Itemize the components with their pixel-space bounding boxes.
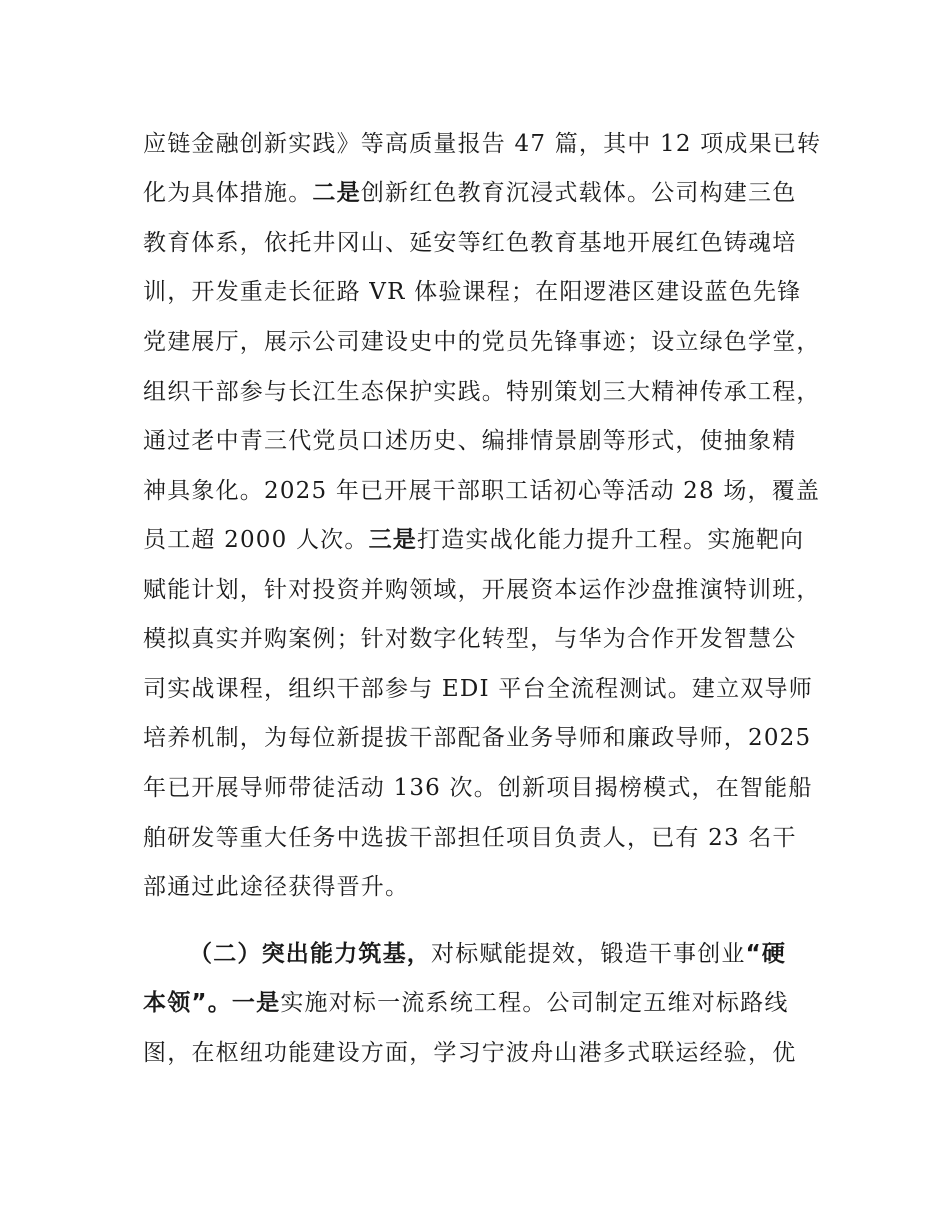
text-line: 舶研发等重大任务中选拔干部担任项目负责人，已有 23 名干 [143, 825, 797, 851]
text-line: 化为具体措施。二是创新红色教育沉浸式载体。公司构建三色 [143, 180, 797, 206]
section-heading: （二）突出能力筑基， [189, 941, 431, 967]
text-line: 训，开发重走长征路 VR 体验课程；在阳逻港区建设蓝色先锋 [143, 279, 802, 305]
text-line: 教育体系，依托井冈山、延安等红色教育基地开展红色铸魂培 [143, 230, 797, 256]
text-line: 司实战课程，组织干部参与 EDI 平台全流程测试。建立双导师 [143, 676, 813, 702]
emphasis-label: 二是 [312, 180, 361, 206]
text-line: 赋能计划，针对投资并购领域，开展资本运作沙盘推演特训班， [143, 577, 821, 603]
section-heading-line: （二）突出能力筑基，对标赋能提效，锻造干事创业“硬 [189, 941, 787, 967]
text-line: 员工超 2000 人次。三是打造实战化能力提升工程。实施靶向 [143, 527, 805, 553]
text-line: 党建展厅，展示公司建设史中的党员先锋事迹；设立绿色学堂， [143, 329, 821, 355]
text-line: 通过老中青三代党员口述历史、编排情景剧等形式，使抽象精 [143, 428, 797, 454]
text-line: 部通过此途径获得晋升。 [143, 874, 410, 900]
text-line: 模拟真实并购案例；针对数字化转型，与华为合作开发智慧公 [143, 626, 797, 652]
emphasis-label: 本领”。一是 [143, 990, 281, 1016]
text-line: 神具象化。2025 年已开展干部职工话初心等活动 28 场，覆盖 [143, 478, 821, 504]
text-line: 应链金融创新实践》等高质量报告 47 篇，其中 12 项成果已转 [143, 131, 822, 157]
text-line: 年已开展导师带徒活动 136 次。创新项目揭榜模式，在智能船 [143, 775, 813, 801]
text-line: 组织干部参与长江生态保护实践。特别策划三大精神传承工程， [143, 379, 821, 405]
text-line: 培养机制，为每位新提拔干部配备业务导师和廉政导师，2025 [143, 725, 812, 751]
text-line: 图，在枢纽功能建设方面，学习宁波舟山港多式联运经验，优 [143, 1040, 797, 1066]
text-line: 本领”。一是实施对标一流系统工程。公司制定五维对标路线 [143, 990, 789, 1016]
emphasis-label: 三是 [368, 527, 417, 553]
